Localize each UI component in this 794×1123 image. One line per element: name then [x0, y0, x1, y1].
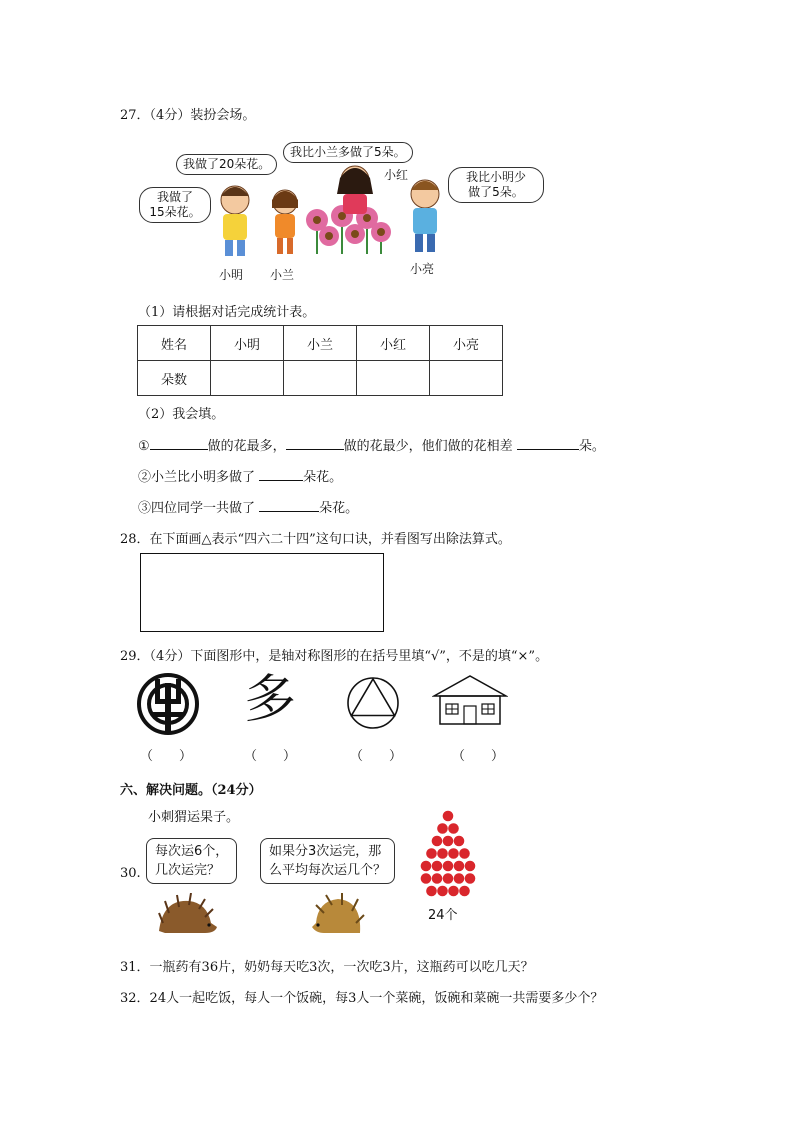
hedgehog-1-icon — [155, 893, 221, 937]
apple — [465, 873, 476, 884]
answer-paren-2[interactable]: （ ） — [244, 749, 297, 764]
apple — [443, 873, 454, 884]
fill-text: 小兰比小明多做了 — [151, 470, 256, 485]
apple — [459, 848, 470, 859]
xiaolan-figure — [272, 190, 298, 254]
answer-blank[interactable] — [286, 437, 344, 450]
apple — [448, 886, 459, 897]
answer-cell[interactable] — [430, 361, 503, 396]
header-cell: 姓名 — [138, 326, 211, 361]
header-cell: 小兰 — [284, 326, 357, 361]
answer-blank[interactable] — [259, 468, 303, 481]
fill-text: 朵花。 — [303, 470, 343, 485]
header-cell: 小红 — [357, 326, 430, 361]
answer-blank[interactable] — [259, 499, 319, 512]
header-cell: 小明 — [211, 326, 284, 361]
apple — [437, 848, 448, 859]
apple — [432, 861, 443, 872]
answer-cell[interactable] — [284, 361, 357, 396]
circled-num: ③ — [138, 501, 152, 516]
name-xiaoliang: 小亮 — [410, 262, 435, 276]
q27-part2: （2）我会填。 — [138, 407, 225, 422]
answer-paren-3[interactable]: （ ） — [350, 749, 403, 764]
q28-title: 28．在下面画△表示“四六二十四”这句口诀，并看图写出除法算式。 — [120, 532, 511, 547]
apple — [443, 811, 454, 822]
fill-text: 做的花最少，他们做的花相差 — [343, 439, 513, 454]
table-row — [138, 361, 503, 396]
xiaoming-speech: 我做了 15朵花。 — [139, 187, 211, 223]
bank-logo-icon — [137, 673, 199, 735]
apple — [465, 861, 476, 872]
apple — [443, 861, 454, 872]
xiaoming-figure — [221, 186, 249, 256]
fill-text: 朵花。 — [319, 501, 359, 516]
circled-num: ① — [138, 439, 150, 454]
answer-blank[interactable] — [150, 437, 208, 450]
stat-table — [137, 325, 503, 396]
answer-paren-4[interactable]: （ ） — [452, 749, 505, 764]
apple — [454, 861, 465, 872]
fill-text: 朵。 — [578, 439, 605, 454]
apple-pile — [410, 808, 486, 900]
hedgehog-speech-2: 如果分3次运完，那 么平均每次运几个？ — [260, 838, 395, 884]
apple — [426, 886, 437, 897]
q31-text: 31．一瓶药有36片，奶奶每天吃3次，一次吃3片，这瓶药可以吃几天？ — [120, 960, 534, 975]
q27-part1: （1）请根据对话完成统计表。 — [138, 305, 316, 320]
drawing-box[interactable] — [140, 553, 384, 632]
apple — [426, 848, 437, 859]
apple — [432, 873, 443, 884]
apple — [448, 823, 459, 834]
fill-line-3 — [138, 497, 358, 516]
duo-character: 多 — [244, 670, 297, 730]
q30-number: 30. — [120, 866, 141, 881]
circled-num: ② — [138, 470, 152, 485]
name-xiaoming: 小明 — [219, 268, 244, 282]
apple-pyramid — [410, 808, 486, 900]
q32-text: 32．24人一起吃饭，每人一个饭碗，每3人一个菜碗，饭碗和菜碗一共需要多少个？ — [120, 991, 604, 1006]
fill-text: 做的花最多， — [207, 439, 286, 454]
q27-title: 27．（4分）装扮会场。 — [120, 108, 256, 123]
answer-cell[interactable] — [357, 361, 430, 396]
apple — [421, 873, 432, 884]
section-6-title: 六、解决问题。（24分） — [120, 783, 262, 798]
row-label: 朵数 — [138, 361, 211, 396]
apple — [454, 836, 465, 847]
apple — [443, 836, 454, 847]
name-xiaolan: 小兰 — [270, 268, 295, 282]
xiaohong-speech: 我比小兰多做了5朵。 — [283, 142, 413, 163]
apple — [448, 848, 459, 859]
apple — [459, 886, 470, 897]
apples-label: 24个 — [428, 908, 458, 923]
xiaoliang-speech: 我比小明少 做了5朵。 — [448, 167, 544, 203]
fill-line-1 — [138, 435, 605, 454]
apple — [432, 836, 443, 847]
fill-text: 四位同学一共做了 — [151, 501, 256, 516]
apple — [421, 861, 432, 872]
answer-cell[interactable] — [211, 361, 284, 396]
xiaolan-speech: 我做了20朵花。 — [176, 154, 277, 175]
apple — [437, 886, 448, 897]
header-cell: 小亮 — [430, 326, 503, 361]
apple — [437, 823, 448, 834]
answer-paren-1[interactable]: （ ） — [140, 749, 193, 764]
xiaoliang-figure — [411, 180, 439, 252]
hedgehog-speech-1: 每次运6个， 几次运完？ — [146, 838, 237, 884]
name-xiaohong: 小红 — [384, 168, 409, 182]
answer-blank[interactable] — [517, 437, 579, 450]
apple — [454, 873, 465, 884]
triangle-in-circle-icon — [346, 676, 400, 730]
table-header-row — [138, 326, 503, 361]
house-icon — [432, 674, 508, 726]
fill-line-2 — [138, 466, 342, 485]
q29-title: 29．（4分）下面图形中，是轴对称图形的在括号里填“√”，不是的填“×”。 — [120, 649, 549, 664]
q30-caption: 小刺猬运果子。 — [148, 810, 240, 825]
hedgehog-2-icon — [312, 893, 368, 937]
